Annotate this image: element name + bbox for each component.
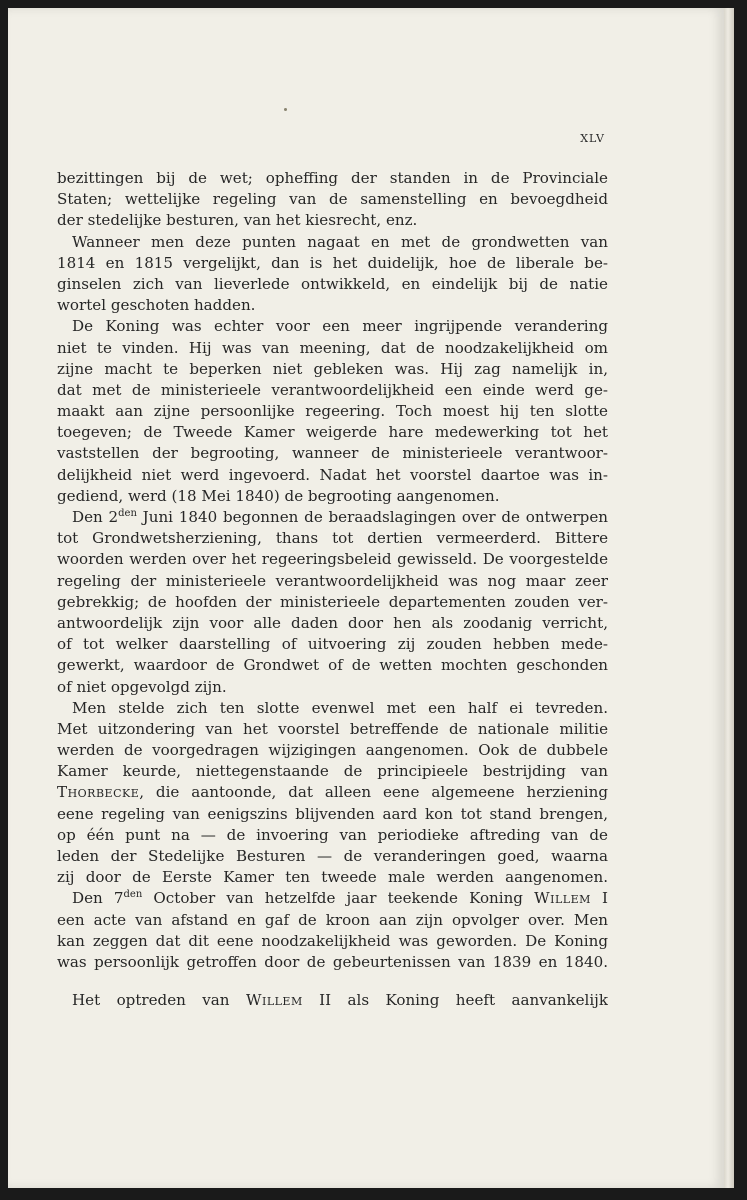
paragraph-start <box>57 990 608 1011</box>
text-line: eene regeling van eenigszins blijvenden aard kon tot stand brengen, <box>57 804 608 823</box>
text-line: Staten; wettelijke regeling van de samenstelling en bevoegdheid <box>57 190 608 209</box>
text-line: gebrekkig; de hoofden der ministerieele departementen zouden ver- <box>57 592 608 611</box>
text-line: gewerkt, waardoor de Grondwet of de wetten mochten geschonden <box>57 656 608 675</box>
paragraph-start <box>57 888 608 909</box>
small-caps-name: Thorbecke <box>57 783 140 802</box>
text-line: ginselen zich van lieverlede ontwikkeld, en eindelijk bij de natie <box>57 274 608 293</box>
body-text <box>57 168 608 1011</box>
text-line: werden de voorgedragen wijzigingen aangenomen. Ook de dubbele <box>57 741 608 760</box>
superscript: den <box>123 889 143 901</box>
section-gap <box>57 973 608 990</box>
text-line: leden der Stedelijke Besturen — de veranderingen goed, waarna <box>57 847 608 865</box>
text-run: Den 7 <box>72 889 124 908</box>
text-run: October van hetzelfde jaar teekende Koning <box>142 889 535 908</box>
text-run: Juni 1840 begonnen de beraadslagingen over de ontwerpen <box>136 508 608 526</box>
text-line: of niet opgevolgd zijn. <box>57 677 227 696</box>
superscript: den <box>118 508 137 519</box>
paragraph-start: Wanneer men deze punten nagaat en met de grondwetten van <box>72 232 608 251</box>
text-line: delijkheid niet werd ingevoerd. Nadat het voorstel daartoe was in- <box>57 465 608 484</box>
text-line: woorden werden over het regeeringsbeleid gewisseld. De voorgestelde <box>57 550 608 569</box>
text-run: Den 2 <box>72 508 119 526</box>
text-line: op één punt na — de invoering van periodieke aftreding van de <box>57 825 608 844</box>
text-line: was persoonlijk getroffen door de gebeurtenissen van 1839 en 1840. <box>57 952 608 971</box>
page-edge <box>724 8 734 1188</box>
book-page <box>8 8 724 1188</box>
text-line: een acte van afstand en gaf de kroon aan zijn opvolger over. Men <box>57 910 608 929</box>
text-run: I <box>590 889 608 908</box>
text-line: gediend, werd (18 Mei 1840) de begrooting aangenomen. <box>57 486 500 505</box>
small-caps-name: Willem <box>534 889 591 908</box>
paragraph-start <box>57 507 608 528</box>
text-line: bezittingen bij de wet; opheffing der standen in de Provinciale <box>57 169 608 187</box>
text-line: regeling der ministerieele verantwoordelijkheid was nog maar zeer <box>57 571 608 590</box>
text-line: zijne macht te beperken niet gebleken was. Hij zag namelijk in, <box>57 359 608 378</box>
text-line: of tot welker daarstelling of uitvoering zij zouden hebben mede- <box>57 635 608 654</box>
text-run: Het optreden van <box>72 991 246 1010</box>
text-line: zij door de Eerste Kamer ten tweede male werden aangenomen. <box>57 868 608 887</box>
paper-speck <box>284 108 287 111</box>
text-run: , die aantoonde, dat alleen eene algemeene herziening <box>139 783 608 802</box>
paragraph-start: De Koning was echter voor een meer ingrijpende verandering <box>72 317 608 336</box>
text-line <box>57 782 608 803</box>
page-number: XLV <box>580 132 605 145</box>
text-line: vaststellen der begrooting, wanneer de ministerieele verantwoor- <box>57 444 608 463</box>
text-line: dat met de ministerieele verantwoordelijkheid een einde werd ge- <box>57 380 608 399</box>
small-caps-name: Willem <box>245 991 303 1010</box>
paragraph-start: Men stelde zich ten slotte evenwel met een half ei tevreden. <box>72 698 608 717</box>
text-line: kan zeggen dat dit eene noodzakelijkheid was geworden. De Koning <box>57 931 608 950</box>
text-line: niet te vinden. Hij was van meening, dat de noodzakelijkheid om <box>57 338 608 357</box>
text-line: antwoordelijk zijn voor alle daden door hen als zoodanig verricht, <box>57 613 608 632</box>
text-line: Met uitzondering van het voorstel betreffende de nationale militie <box>57 719 608 738</box>
text-line: toegeven; de Tweede Kamer weigerde hare medewerking tot het <box>57 423 608 442</box>
text-line: wortel geschoten hadden. <box>57 296 256 315</box>
text-line: maakt aan zijne persoonlijke regeering. Toch moest hij ten slotte <box>57 402 608 421</box>
text-line: Kamer keurde, niettegenstaande de principieele bestrijding van <box>57 762 608 781</box>
text-line: 1814 en 1815 vergelijkt, dan is het duidelijk, hoe de liberale be- <box>57 253 608 272</box>
text-run: II als Koning heeft aanvankelijk <box>302 991 608 1010</box>
text-line: der stedelijke besturen, van het kiesrecht, enz. <box>57 211 418 230</box>
text-line: tot Grondwetsherziening, thans tot dertien vermeerderd. Bittere <box>57 529 608 548</box>
